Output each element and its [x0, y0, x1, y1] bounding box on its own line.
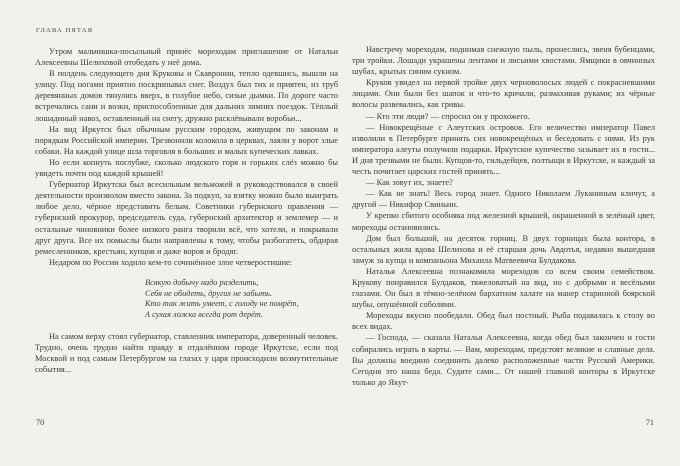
left-page [35, 27, 338, 375]
paragraph: У крепко сбитого особняка под железной крышей, окрашенной в зелёный цвет, мореходы остановились. [352, 211, 655, 232]
left-page-text [35, 46, 338, 375]
paragraph: Мореходы вкусно пообедали. Обед был постный. Рыба подавалась к столу во всех видах. [352, 311, 655, 332]
paragraph: Круков увидел на первой тройке двух черноволосых людей с покрасневшими лицами. Они были без шапок и что-то кричали, размахивая руками; их чёрные волосы развевались, как гривы. [352, 78, 655, 110]
paragraph: — Как зовут их, знаете? [366, 178, 453, 188]
right-page [352, 44, 655, 388]
page-number-right: 71 [645, 418, 654, 427]
paragraph: Утром мальчишка-посыльный принёс мореходам приглашение от Натальи Алексеевны Шелиховой отобедать у неё дома. [35, 47, 338, 68]
paragraph: В полдень следующего дня Круковы и Скавронин, тепло одевшись, вышли на улицу. Под ногами приятно поскрипывал снег. Воздух был тих и приятен, из труб деревянных домов тянулись вверх, в голубое небо, сизые дымки. По дороге часто встречались сани и возки, приспособленные для дальних зимних поездок. Тёплый лошадиный навоз, оставленный на снегу, дружно расклёвывали воробьи... [35, 69, 338, 123]
paragraph: На самом верху стоял губернатор, ставленник императора, доверенный человек. Трудно, очень трудно найти правду в отдалённом городе Иркутске, если под Москвой и под самым Петербургом на глазах у царя происходили возмутительные события... [35, 332, 338, 375]
paragraph: — Господа, — сказала Наталья Алексеевна, когда обед был закончен и гости собирались играть в карты. — Вам, мореходам, предстоят великие и славные дела. Вы должны воедино соединить далеко расположенные части Русской Америки. Сегодня это наша беда. Судите сами... От нашей главной конторы в Иркутске только до Якут- [352, 333, 655, 387]
verse-line: Всякую добычу надо разделить, [145, 277, 259, 287]
paragraph: Дом был большой, на десяток горниц. В двух горницах была контора, в остальных жила вдова Шелихова и её старшая дочь Авдотья, недавно вышедшая замуж за купца и компаньона Михаила Матвеевича Булдакова. [352, 233, 655, 265]
page-number-left: 70 [36, 418, 45, 427]
paragraph: Но если копнуть поглубже, сколько людского горя и горьких слёз можно бы увидеть почти под каждой крышей! [35, 157, 338, 179]
paragraph: На вид Иркутск был обычным русским городом, живущим по законам и порядкам Российской империи. Трезвонили колокола в церквах, лаяли у ворот злые собаки. На каждой улице шла торговля в больших и малых купеческих лавках. [35, 124, 338, 156]
paragraph: — Как не знать! Весь город знает. Одного Николаем Луканиным кличут, а другой — Никифор Свиньин. [352, 189, 655, 210]
paragraph: Недаром по России ходило кем-то сочинённое злое четверостишие: [49, 257, 293, 267]
verse-line: Себя не обидеть, других не забыть. [145, 288, 273, 298]
chapter-heading: ГЛАВА ПЯТАЯ [36, 27, 94, 34]
paragraph: Навстречу мореходам, поднимая снежную пыль, пронеслись, звеня бубенцами, три тройки. Лошади украшены лентами и лисьими хвостами. Ямщики в овчинных шубах, крытых синим сукном. [352, 45, 655, 77]
verse-line: Кто так жить умеет, с голоду не помрёт, [145, 299, 299, 309]
paragraph: Наталья Алексеевна познакомила мореходов со всем своим семейством. Крукову понравился Булдаков, тяжеловатый на вид, но с добрыми и весёлыми глазами. Он был в тёмно-зелёном бархатном халате на манер старинной боярской шубы, опушённой соболями. [352, 266, 655, 310]
right-page-text [352, 44, 655, 388]
paragraph: Губернатор Иркутска был всесильным вельможей и руководствовался в своей деятельности произволом вместо закона. За подкуп, за взятку можно было выиграть любое дело, чёрное представить белым. Советники губернского правления — губернский прокурор, председатель суда, губернский архитектор и землемер — и остальные чиновники более низкого ранга творили всё, что хотели, и покрывали друг друга. Все их помыслы были направлены к тому, чтобы разбогатеть, обдирая ремесленников, крестьян, купцов и даже воров и бродяг. [35, 180, 338, 256]
verse-line: А сухая ложка всегда рот дерёт. [145, 310, 264, 320]
paragraph: — Новокрещёные с Алеутских островов. Его величество император Павел изволили в Петербурге принять сих новокрещёных и беседовать с ними. Из рук императора алеуты получили подарки. Иркутское купечество зазывает их в гости... И дня трезвыми не были. Купцов-то, гильдейцев, полтыщи в Иркутске, и каждый за честь почитает царских гостей принять... [352, 122, 655, 177]
paragraph: — Кто эти люди? — спросил он у прохожего. [366, 111, 530, 121]
verse-quatrain [145, 278, 338, 321]
